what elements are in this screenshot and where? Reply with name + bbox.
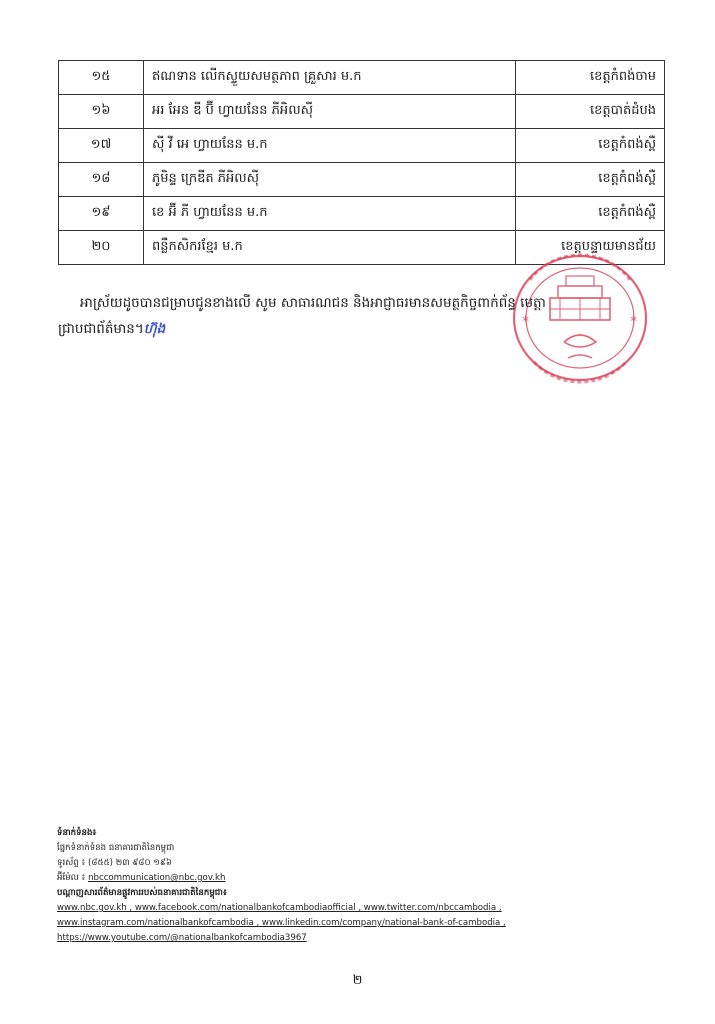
institution-name: ស៊ី វី អេ ហ្វាយនែន ម.ក xyxy=(144,129,516,163)
table-row xyxy=(59,129,665,163)
row-number: ១៦ xyxy=(59,95,144,129)
institution-name: ឥណទាន លើកស្ទួយសមត្ថភាព គ្រួសារ ម.ក xyxy=(144,61,516,95)
page-number: ២ xyxy=(352,973,363,988)
footer-heading: ទំនាក់ទំនង៖ xyxy=(57,828,97,838)
table-row xyxy=(59,95,665,129)
row-number: ២០ xyxy=(59,231,144,265)
paragraph-line-1: អាស្រ័យដូចបានជម្រាបជូនខាងលើ សូម សាធារណជន និងអាជ្ញាធរមានសមត្ថកិច្ចពាក់ព័ន្ធ មេត្តា xyxy=(80,295,546,311)
svg-text:*: * xyxy=(522,314,529,330)
province-name: ខេត្តកំពង់ស្ពឺ xyxy=(516,163,665,197)
province-name: ខេត្តបន្ទាយមានជ័យ xyxy=(516,231,665,265)
row-number: ១៨ xyxy=(59,163,144,197)
institution-name: អរ អែន ឌី ប៊ី ហ្វាយនែន ភីអិលស៊ី xyxy=(144,95,516,129)
table-row xyxy=(59,197,665,231)
handwritten-initials: ហ៊ុង xyxy=(143,321,166,337)
contact-footer xyxy=(57,826,617,946)
footer-links-line-3[interactable]: https://www.youtube.com/@nationalbankofcambodia3967 xyxy=(57,933,307,943)
footer-phone: ទូរស័ព្ទ ៖ (៨៥៥) ២៣ ៩៨០ ១៩៦ xyxy=(57,858,172,868)
institution-name: ពន្លឺកសិករខ្មែរ ម.ក xyxy=(144,231,516,265)
institution-name: ភូមិន្ទ ក្រេឌីត ភីអិលស៊ី xyxy=(144,163,516,197)
province-name: ខេត្តកំពង់ស្ពឺ xyxy=(516,197,665,231)
institution-name: ខេ អ៊ី ភី ហ្វាយនែន ម.ក xyxy=(144,197,516,231)
closing-paragraph xyxy=(58,290,672,342)
table-row xyxy=(59,61,665,95)
row-number: ១៧ xyxy=(59,129,144,163)
footer-email-link[interactable]: nbccommunication@nbc.gov.kh xyxy=(88,873,226,883)
institution-table xyxy=(58,60,665,265)
footer-links-line-2[interactable]: www.instagram.com/nationalbankofcambodia , www.linkedin.com/company/national-bank-of-cambodia , xyxy=(57,918,506,928)
province-name: ខេត្តបាត់ដំបង xyxy=(516,95,665,129)
row-number: ១៥ xyxy=(59,61,144,95)
province-name: ខេត្តកំពង់ស្ពឺ xyxy=(516,129,665,163)
province-name: ខេត្តកំពង់ចាម xyxy=(516,61,665,95)
footer-channels-heading: បណ្តាញសារព័ត៌មានផ្លូវការរបស់ធនាគារជាតិនៃកម្ពុជា៖ xyxy=(57,888,227,898)
paragraph-line-2: ជ្រាបជាព័ត៌មាន។ xyxy=(58,321,144,337)
footer-links-line-1[interactable]: www.nbc.gov.kh , www.facebook.com/nationalbankofcambodiaofficial , www.twitter.com/nbccambodia , xyxy=(57,903,502,913)
footer-email-label: អ៊ីម៉ែល ៖ xyxy=(57,873,89,883)
footer-department: ផ្នែកទំនាក់ទំនង ធនាគារជាតិនៃកម្ពុជា xyxy=(57,843,175,853)
svg-text:*: * xyxy=(630,314,637,330)
table-row xyxy=(59,163,665,197)
row-number: ១៩ xyxy=(59,197,144,231)
